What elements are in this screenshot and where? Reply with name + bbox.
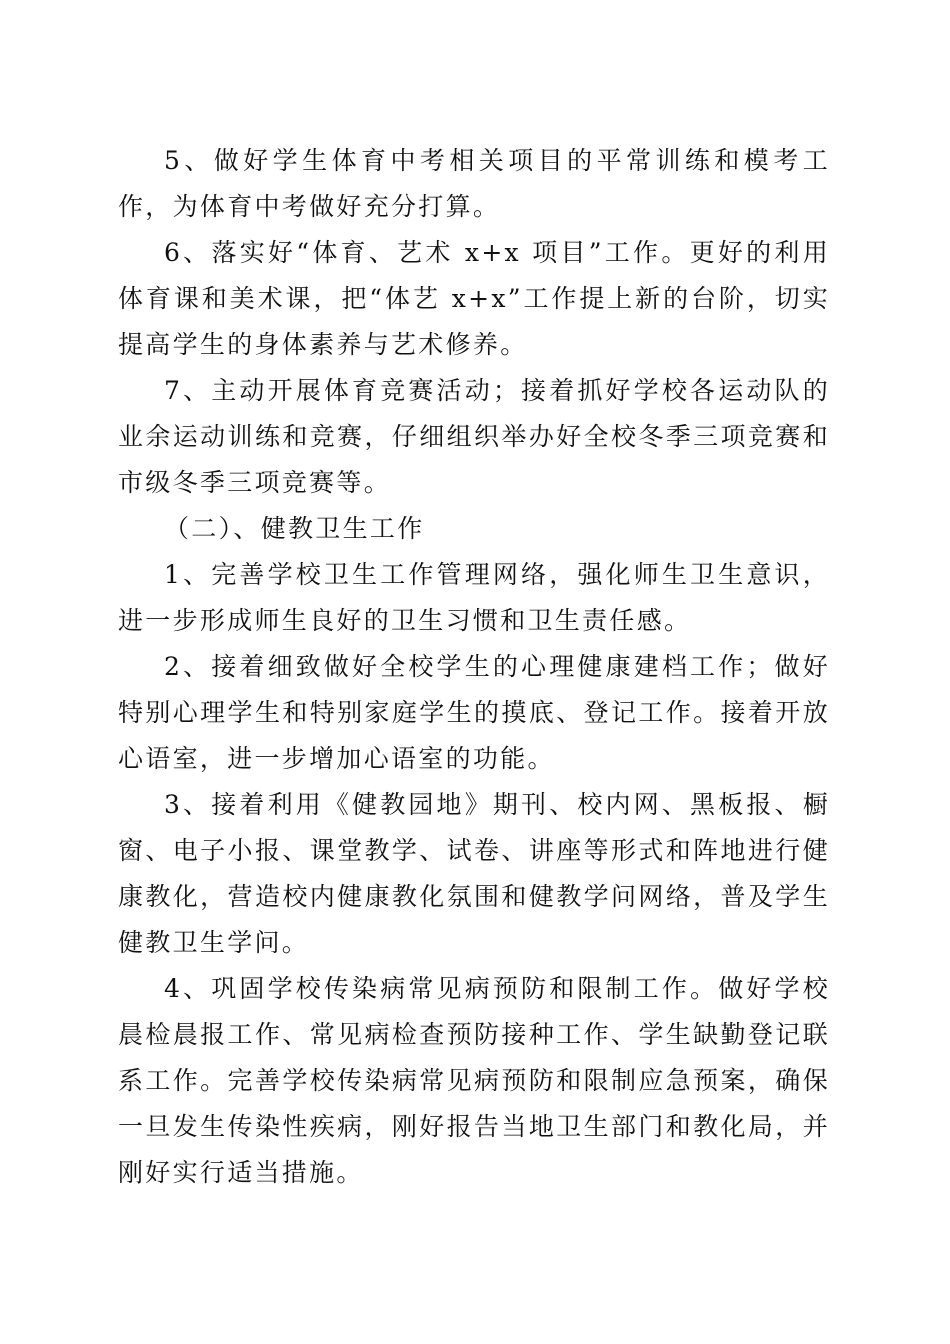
document-body [118, 138, 830, 1196]
paragraph-item-5: 5、做好学生体育中考相关项目的平常训练和模考工作，为体育中考做好充分打算。 [118, 146, 830, 221]
section-heading: （二）、健教卫生工作 [164, 514, 425, 543]
paragraph-item-7: 7、主动开展体育竞赛活动；接着抓好学校各运动队的业余运动训练和竞赛，仔细组织举办好全校冬季三项竞赛和市级冬季三项竞赛等。 [118, 376, 830, 497]
paragraph-item-1: 1、完善学校卫生工作管理网络，强化师生卫生意识，进一步形成师生良好的卫生习惯和卫生责任感。 [118, 560, 830, 635]
paragraph-item-2: 2、接着细致做好全校学生的心理健康建档工作；做好特别心理学生和特别家庭学生的摸底、登记工作。接着开放心语室，进一步增加心语室的功能。 [118, 652, 830, 773]
paragraph-item-4: 4、巩固学校传染病常见病预防和限制工作。做好学校晨检晨报工作、常见病检查预防接种工作、学生缺勤登记联系工作。完善学校传染病常见病预防和限制应急预案，确保一旦发生传染性疾病，刚好报告当地卫生部门和教化局，并刚好实行适当措施。 [118, 974, 830, 1187]
paragraph-item-3: 3、接着利用《健教园地》期刊、校内网、黑板报、橱窗、电子小报、课堂教学、试卷、讲座等形式和阵地进行健康教化，营造校内健康教化氛围和健教学问网络，普及学生健教卫生学问。 [118, 790, 830, 957]
paragraph-item-6: 6、落实好“体育、艺术 x+x 项目”工作。更好的利用体育课和美术课，把“体艺 x+x”工作提上新的台阶，切实提高学生的身体素养与艺术修养。 [118, 238, 830, 359]
